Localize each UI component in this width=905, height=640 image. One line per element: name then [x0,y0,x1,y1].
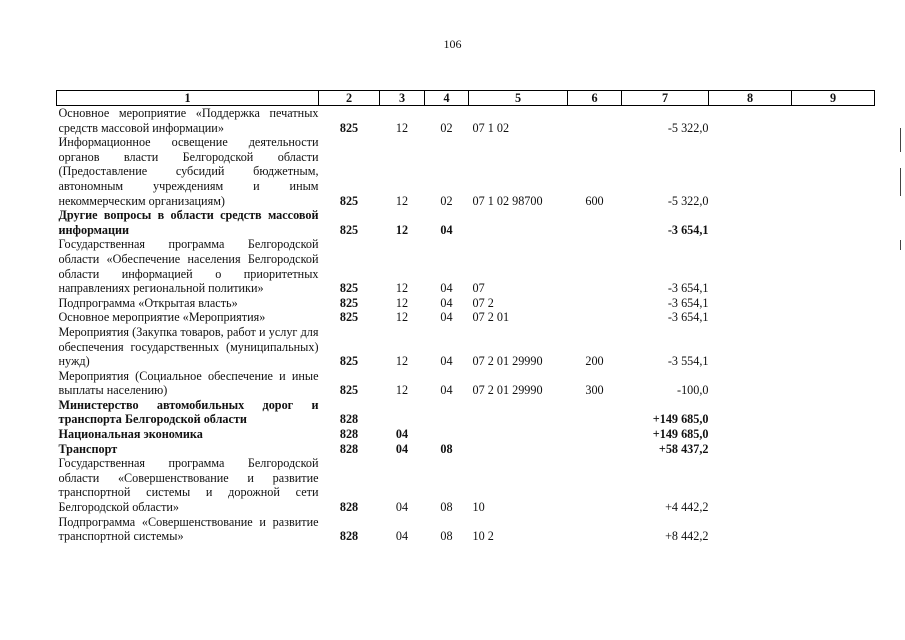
row-section-code: 12 [395,310,409,325]
row-col9 [792,208,875,237]
table-row [57,427,875,442]
row-ministry-code: 828 [339,427,359,442]
row-ministry-code: 825 [339,120,359,135]
row-section-code: 12 [395,193,409,208]
row-subsection-code: 04 [440,383,453,398]
row-name: Основное мероприятие «Мероприятия» [58,310,266,325]
row-amount: -3 654,1 [667,222,709,237]
column-header: 9 [792,91,875,106]
row-name: Основное мероприятие «Поддержка печатных средств массовой информации» [58,106,319,135]
row-col8 [709,106,792,136]
column-header: 6 [568,91,622,106]
row-ministry-code: 828 [339,441,359,456]
row-subsection-code: 08 [440,500,453,515]
row-subsection-code: 04 [440,310,453,325]
row-name: Государственная программа Белгородской области «Обеспечение населения Белгородской области информацией о приоритетных направлениях региональной политики» [58,237,319,296]
row-ministry-code: 828 [339,500,359,515]
row-col8 [709,456,792,514]
row-col8 [709,369,792,398]
row-subsection-code: 04 [440,354,453,369]
table-row [57,442,875,457]
row-amount: -3 554,1 [667,354,709,369]
row-section-code: 12 [395,295,409,310]
row-target-article: 07 2 01 29990 [472,383,543,398]
row-target-article: 07 1 02 98700 [472,193,543,208]
row-expense-type [568,456,622,514]
row-target-article: 07 2 01 [472,310,510,325]
row-col8 [709,398,792,427]
budget-table [56,90,875,544]
row-expense-type [568,427,622,442]
row-section-code [380,398,425,427]
row-section-code: 12 [395,222,409,237]
row-target-article: 07 2 [472,295,494,310]
row-expense-type [568,398,622,427]
row-expense-type [568,515,622,544]
row-name: Подпрограмма «Открытая власть» [58,295,238,310]
header-row [57,91,875,106]
row-subsection-code [425,427,469,442]
row-target-article [469,427,568,442]
row-amount: -3 654,1 [667,310,709,325]
row-ministry-code: 825 [339,295,359,310]
row-target-article [469,398,568,427]
row-target-article: 07 2 01 29990 [472,354,543,369]
table-row [57,515,875,544]
column-header: 1 [57,91,319,106]
row-col8 [709,325,792,369]
row-ministry-code: 825 [339,222,359,237]
row-subsection-code: 04 [440,281,453,296]
table-row [57,325,875,369]
row-amount: +149 685,0 [652,412,709,427]
row-target-article: 10 2 [472,529,494,544]
row-section-code: 12 [395,120,409,135]
table-row [57,237,875,295]
column-header: 4 [425,91,469,106]
column-header: 3 [380,91,425,106]
row-section-code: 04 [395,500,409,515]
row-col9 [792,456,875,514]
row-col8 [709,237,792,295]
row-subsection-code: 02 [440,193,453,208]
row-amount: +8 442,2 [665,529,709,544]
row-expense-type: 300 [585,383,604,398]
row-col9 [792,442,875,457]
row-col9 [792,310,875,325]
row-col9 [792,106,875,136]
scan-edge-mark [900,128,901,152]
row-amount: +149 685,0 [652,427,709,442]
row-target-article [469,208,568,237]
row-section-code: 12 [395,383,409,398]
row-col9 [792,427,875,442]
row-subsection-code: 08 [440,529,453,544]
row-col8 [709,208,792,237]
row-amount: -5 322,0 [667,193,709,208]
row-col8 [709,296,792,311]
row-section-code: 04 [395,427,409,442]
row-section-code: 12 [395,281,409,296]
row-col8 [709,442,792,457]
row-subsection-code: 02 [440,120,453,135]
row-target-article: 07 [472,281,485,296]
row-name: Другие вопросы в области средств массовой информации [58,208,319,237]
row-expense-type [568,442,622,457]
row-section-code: 12 [395,354,409,369]
row-name: Подпрограмма «Совершенствование и развитие транспортной системы» [58,514,319,544]
row-col8 [709,310,792,325]
row-amount: -3 654,1 [667,295,709,310]
row-ministry-code: 828 [339,529,359,544]
row-amount: -3 654,1 [667,281,709,296]
table-row [57,135,875,208]
row-expense-type [568,208,622,237]
row-expense-type: 600 [585,193,604,208]
row-amount: +58 437,2 [658,441,709,456]
row-ministry-code: 825 [339,310,359,325]
row-ministry-code: 825 [339,193,359,208]
row-subsection-code: 08 [440,441,453,456]
row-expense-type [568,310,622,325]
row-amount: -100,0 [677,383,709,398]
row-name: Государственная программа Белгородской области «Совершенствование и развитие транспортной системы и дорожной сети Белгородской области» [58,456,319,515]
row-section-code: 04 [395,529,409,544]
row-col8 [709,135,792,208]
column-header: 2 [319,91,380,106]
row-ministry-code: 825 [339,354,359,369]
table-row [57,310,875,325]
row-target-article [469,442,568,457]
row-col9 [792,135,875,208]
table-row [57,398,875,427]
table-row [57,208,875,237]
table-row [57,456,875,514]
row-name: Министерство автомобильных дорог и транспорта Белгородской области [58,397,319,427]
table-row [57,369,875,398]
row-name: Мероприятия (Социальное обеспечение и иные выплаты населению) [58,368,319,398]
row-subsection-code: 04 [440,295,453,310]
row-section-code: 04 [395,441,409,456]
row-expense-type [568,296,622,311]
row-expense-type [568,106,622,136]
table-row [57,296,875,311]
row-name: Транспорт [58,441,118,456]
row-ministry-code: 825 [339,281,359,296]
row-target-article: 10 [472,500,485,515]
row-target-article: 07 1 02 [472,120,510,135]
row-ministry-code: 828 [339,412,359,427]
row-name: Мероприятия (Закупка товаров, работ и услуг для обеспечения государственных (муниципальных) нужд) [58,324,319,369]
row-subsection-code: 04 [440,222,453,237]
row-col9 [792,296,875,311]
row-subsection-code [425,398,469,427]
row-col8 [709,515,792,544]
scan-edge-mark [900,240,901,250]
row-name: Информационное освещение деятельности органов власти Белгородской области (Предоставление субсидий бюджетным, автономным учреждениям и иным некоммерческим организациям) [58,135,319,208]
row-name: Национальная экономика [58,427,203,442]
row-col9 [792,369,875,398]
row-col9 [792,237,875,295]
row-col8 [709,427,792,442]
column-header: 8 [709,91,792,106]
row-col9 [792,515,875,544]
scan-edge-mark [900,168,901,196]
row-ministry-code: 825 [339,383,359,398]
row-amount: -5 322,0 [667,120,709,135]
column-header: 5 [469,91,568,106]
row-col9 [792,398,875,427]
row-expense-type [568,237,622,295]
table-row [57,106,875,136]
page-number: 106 [443,37,462,51]
row-expense-type: 200 [585,354,604,369]
row-col9 [792,325,875,369]
column-header: 7 [622,91,709,106]
row-amount: +4 442,2 [665,500,709,515]
